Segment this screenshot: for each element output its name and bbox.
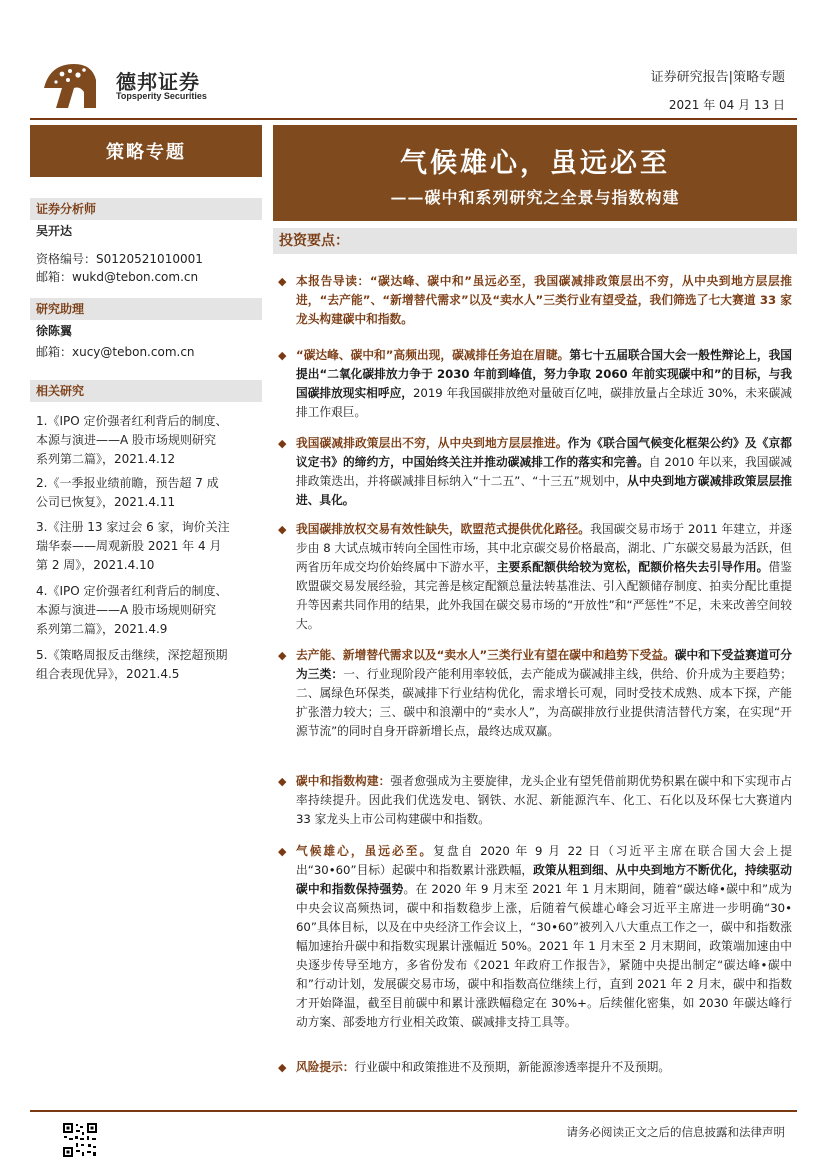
assistant-email[interactable]: 邮箱：xucy@tebon.com.cn — [36, 345, 195, 359]
assistant-section-header: 研究助理 — [30, 298, 262, 320]
related-item-line: 本源与演进——A 股市场规则研究 — [36, 433, 217, 447]
company-name-en: Topsperity Securities — [116, 91, 207, 101]
bullet-body: 我国碳交易市场于 2011 年建立，并逐步由 8 大试点城市转向全国性市场，其中北京碳交易价格最高，湖北、广东碳交易最为活跃，但两省历年成交均价始终属中下游水平， — [296, 522, 792, 574]
analyst-section-header: 证券分析师 — [30, 198, 262, 220]
bullet-lead: 我国碳排放权交易有效性缺失，欧盟范式提供优化路径。 — [296, 522, 591, 536]
related-research-header: 相关研究 — [30, 380, 262, 402]
related-item-line: 组合表现优异》，2021.4.5 — [36, 667, 180, 681]
related-item-line: 第 2 周》，2021.4.10 — [36, 558, 155, 572]
bullet-lead: 碳中和指数构建： — [296, 774, 391, 788]
bullet-body: 复盘自 2020 年 9 月 22 日（习近平主席在联合国大会上提出“30•60”目标）起碳中和指数累计涨跌幅， — [296, 844, 792, 877]
related-item-line: 5.《策略周报反击继续，深挖超预期 — [36, 648, 228, 662]
bullet-marker-icon: ◆ — [278, 1061, 287, 1074]
bullet-lead: 本报告导读：“碳达峰、碳中和”虽远必至，我国碳减排政策层出不穷，从中央到地方层层推进，“去产能”、“新增替代需求”以及“卖水人”三类行业有望受益，我们筛选了七大赛道 33 家龙头构建碳中和指数。 — [296, 274, 792, 326]
report-date: 2021 年 04 月 13 日 — [668, 98, 785, 112]
bullet-body: 自 2010 年以来，我国碳减排政策迭出，并将碳减排目标纳入“十二五”、“十三五”规划中， — [296, 455, 792, 488]
bullet-body: 。在 2020 年 9 月末至 2021 年 1 月末期间，随着“碳达峰•碳中和”成为中央会议高频热词，碳中和指数稳步上涨，后随着气候雄心峰会习近平主席进一步明确“30• 60”具体目标，以及在中央经济工作会议上，“30•60”被列入八大重点工作之一，碳中和指数涨幅加速抬升碳中和指数实现累计涨幅近 50%。2021 年 1 月末至 2 月末期间，政策端加速由中央逐步传导至地方，多省份发布《2021 年政府工作报告》，紧随中央提出制定“碳达峰•碳中和”行动计划，发展碳交易市场，碳中和指数高位继续上行，直到 2021 年 2 月末，碳中和指数才开始降温，截至目前碳中和累计涨跌幅稳定在 30%+。后续催化密集，如 2030 年碳达峰行动方案、部委地方行业相关政策、碳减排支持工具等。 — [296, 882, 792, 1029]
bullet-marker-icon: ◆ — [278, 437, 287, 450]
bullet-bold: 第七十五届联合国大会一般性辩论上，我国提出“二氧化碳排放力争于 2030 年前到峰值，努力争取 2060 年前实现碳中和”的目标，与我国碳排放现实相呼应， — [296, 348, 792, 400]
bullet-marker-icon: ◆ — [278, 275, 287, 288]
related-research-item[interactable] — [36, 518, 256, 575]
bullet-lead: 去产能、新增替代需求以及“卖水人”三类行业有望在碳中和趋势下受益。 — [296, 648, 675, 662]
related-research-item[interactable] — [36, 646, 256, 684]
bullet-bold: 作为《联合国气候变化框架公约》及《京都议定书》的缔约方，中国始终关注并推动碳减排工作的落实和完善。 — [296, 436, 792, 469]
related-item-line: 1.《IPO 定价强者红利背后的制度、 — [36, 414, 228, 428]
bullet-point — [278, 520, 792, 634]
analyst-name: 吴开达 — [36, 224, 73, 238]
analyst-email[interactable]: 邮箱：wukd@tebon.com.cn — [36, 270, 199, 284]
report-subtitle: ——碳中和系列研究之全景与指数构建 — [390, 188, 680, 207]
bullet-bold: 碳中和下受益赛道可分为三类： — [296, 648, 792, 681]
bullet-point — [278, 1058, 792, 1077]
report-category-tag: 策略专题 — [30, 125, 262, 177]
bullet-marker-icon: ◆ — [278, 775, 287, 788]
assistant-name: 徐陈翼 — [36, 324, 73, 338]
related-item-line: 4.《IPO 定价强者红利背后的制度、 — [36, 584, 228, 598]
bullet-lead: 风险提示： — [296, 1060, 355, 1074]
report-type: 证券研究报告|策略专题 — [650, 70, 785, 85]
investment-highlights-header: 投资要点： — [273, 228, 797, 254]
related-item-line: 瑞华泰——周观新股 2021 年 4 月 — [36, 539, 222, 553]
related-research-item[interactable] — [36, 474, 256, 512]
bullet-bold: 政策从粗到细、从中央到地方不断优化，持续驱动碳中和指数保持强势 — [296, 863, 792, 896]
related-item-line: 公司已恢复》，2021.4.11 — [36, 495, 176, 509]
bullet-point — [278, 772, 792, 829]
bullet-point — [278, 842, 792, 1032]
company-name-cn: 德邦证券 — [116, 70, 200, 94]
bullet-body: 强者愈强成为主要旋律，龙头企业有望凭借前期优势积累在碳中和下实现市占率持续提升。因此我们优选发电、钢铁、水泥、新能源汽车、化工、石化以及环保七大赛道内 33 家龙头上市公司构建碳中和指数。 — [296, 774, 792, 826]
bullet-point — [278, 434, 792, 510]
related-research-item[interactable] — [36, 582, 256, 639]
bullet-point — [278, 646, 792, 741]
related-item-line: 3.《注册 13 家过会 6 家，询价关注 — [36, 520, 230, 534]
bullet-marker-icon: ◆ — [278, 523, 287, 536]
bullet-lead: 气候雄心，虽远必至。 — [296, 844, 434, 858]
footer-divider — [30, 1110, 797, 1112]
company-logo — [40, 58, 100, 110]
related-item-line: 2.《一季报业绩前瞻，预告超 7 成 — [36, 476, 219, 490]
related-research-item[interactable] — [36, 412, 256, 469]
bullet-marker-icon: ◆ — [278, 845, 287, 858]
bullet-marker-icon: ◆ — [278, 649, 287, 662]
title-banner — [273, 125, 797, 221]
bullet-body: 行业碳中和政策推进不及预期，新能源渗透率提升不及预期。 — [354, 1060, 671, 1074]
bullet-body: 一、行业现阶段产能利用率较低，去产能成为碳减排主线，供给、价升成为主要趋势；二、属绿色环保类，碳减排下行业结构优化，需求增长可观，同时受技术成熟、成本下探，产能扩张潜力较大；三、碳中和浪潮中的“卖水人”，为高碳排放行业提供清洁替代方案，在实现“开源节流”的同时自身开辟新增长点，最终达成双赢。 — [296, 667, 792, 738]
legal-disclaimer: 请务必阅读正文之后的信息披露和法律声明 — [566, 1125, 785, 1139]
bullet-lead: 我国碳减排政策层出不穷，从中央到地方层层推进。 — [296, 436, 568, 450]
header-divider — [30, 118, 797, 120]
bullet-bold: 主要系配额供给较为宽松，配额价格失去引导作用。 — [496, 560, 769, 574]
analyst-certificate: 资格编号：S0120521010001 — [36, 252, 203, 266]
bullet-bold: 从中央到地方碳减排政策层层推进、具化。 — [296, 474, 792, 507]
bullet-body: 借鉴欧盟碳交易发展经验，其完善是核定配额总量法转基准法、引入配额储存制度、拍卖分配比重提升等因素共同作用的结果，此外我国在碳交易市场的“开放性”和“严惩性”不足，未来改善空间较大。 — [296, 560, 792, 631]
bullet-point — [278, 272, 792, 329]
related-item-line: 系列第二篇》，2021.4.12 — [36, 452, 176, 466]
qr-code-icon[interactable] — [62, 1122, 98, 1158]
related-item-line: 本源与演进——A 股市场规则研究 — [36, 603, 217, 617]
bullet-point — [278, 346, 792, 422]
bullet-lead: “碳达峰、碳中和”高频出现，碳减排任务迫在眉睫。 — [296, 348, 570, 362]
report-title: 气候雄心，虽远必至 — [400, 148, 670, 179]
bullet-body: 2019 年我国碳排放绝对量破百亿吨，碳排放量占全球近 30%，未来碳减排工作艰巨。 — [296, 386, 792, 419]
bullet-marker-icon: ◆ — [278, 349, 287, 362]
related-item-line: 系列第二篇》，2021.4.9 — [36, 622, 168, 636]
